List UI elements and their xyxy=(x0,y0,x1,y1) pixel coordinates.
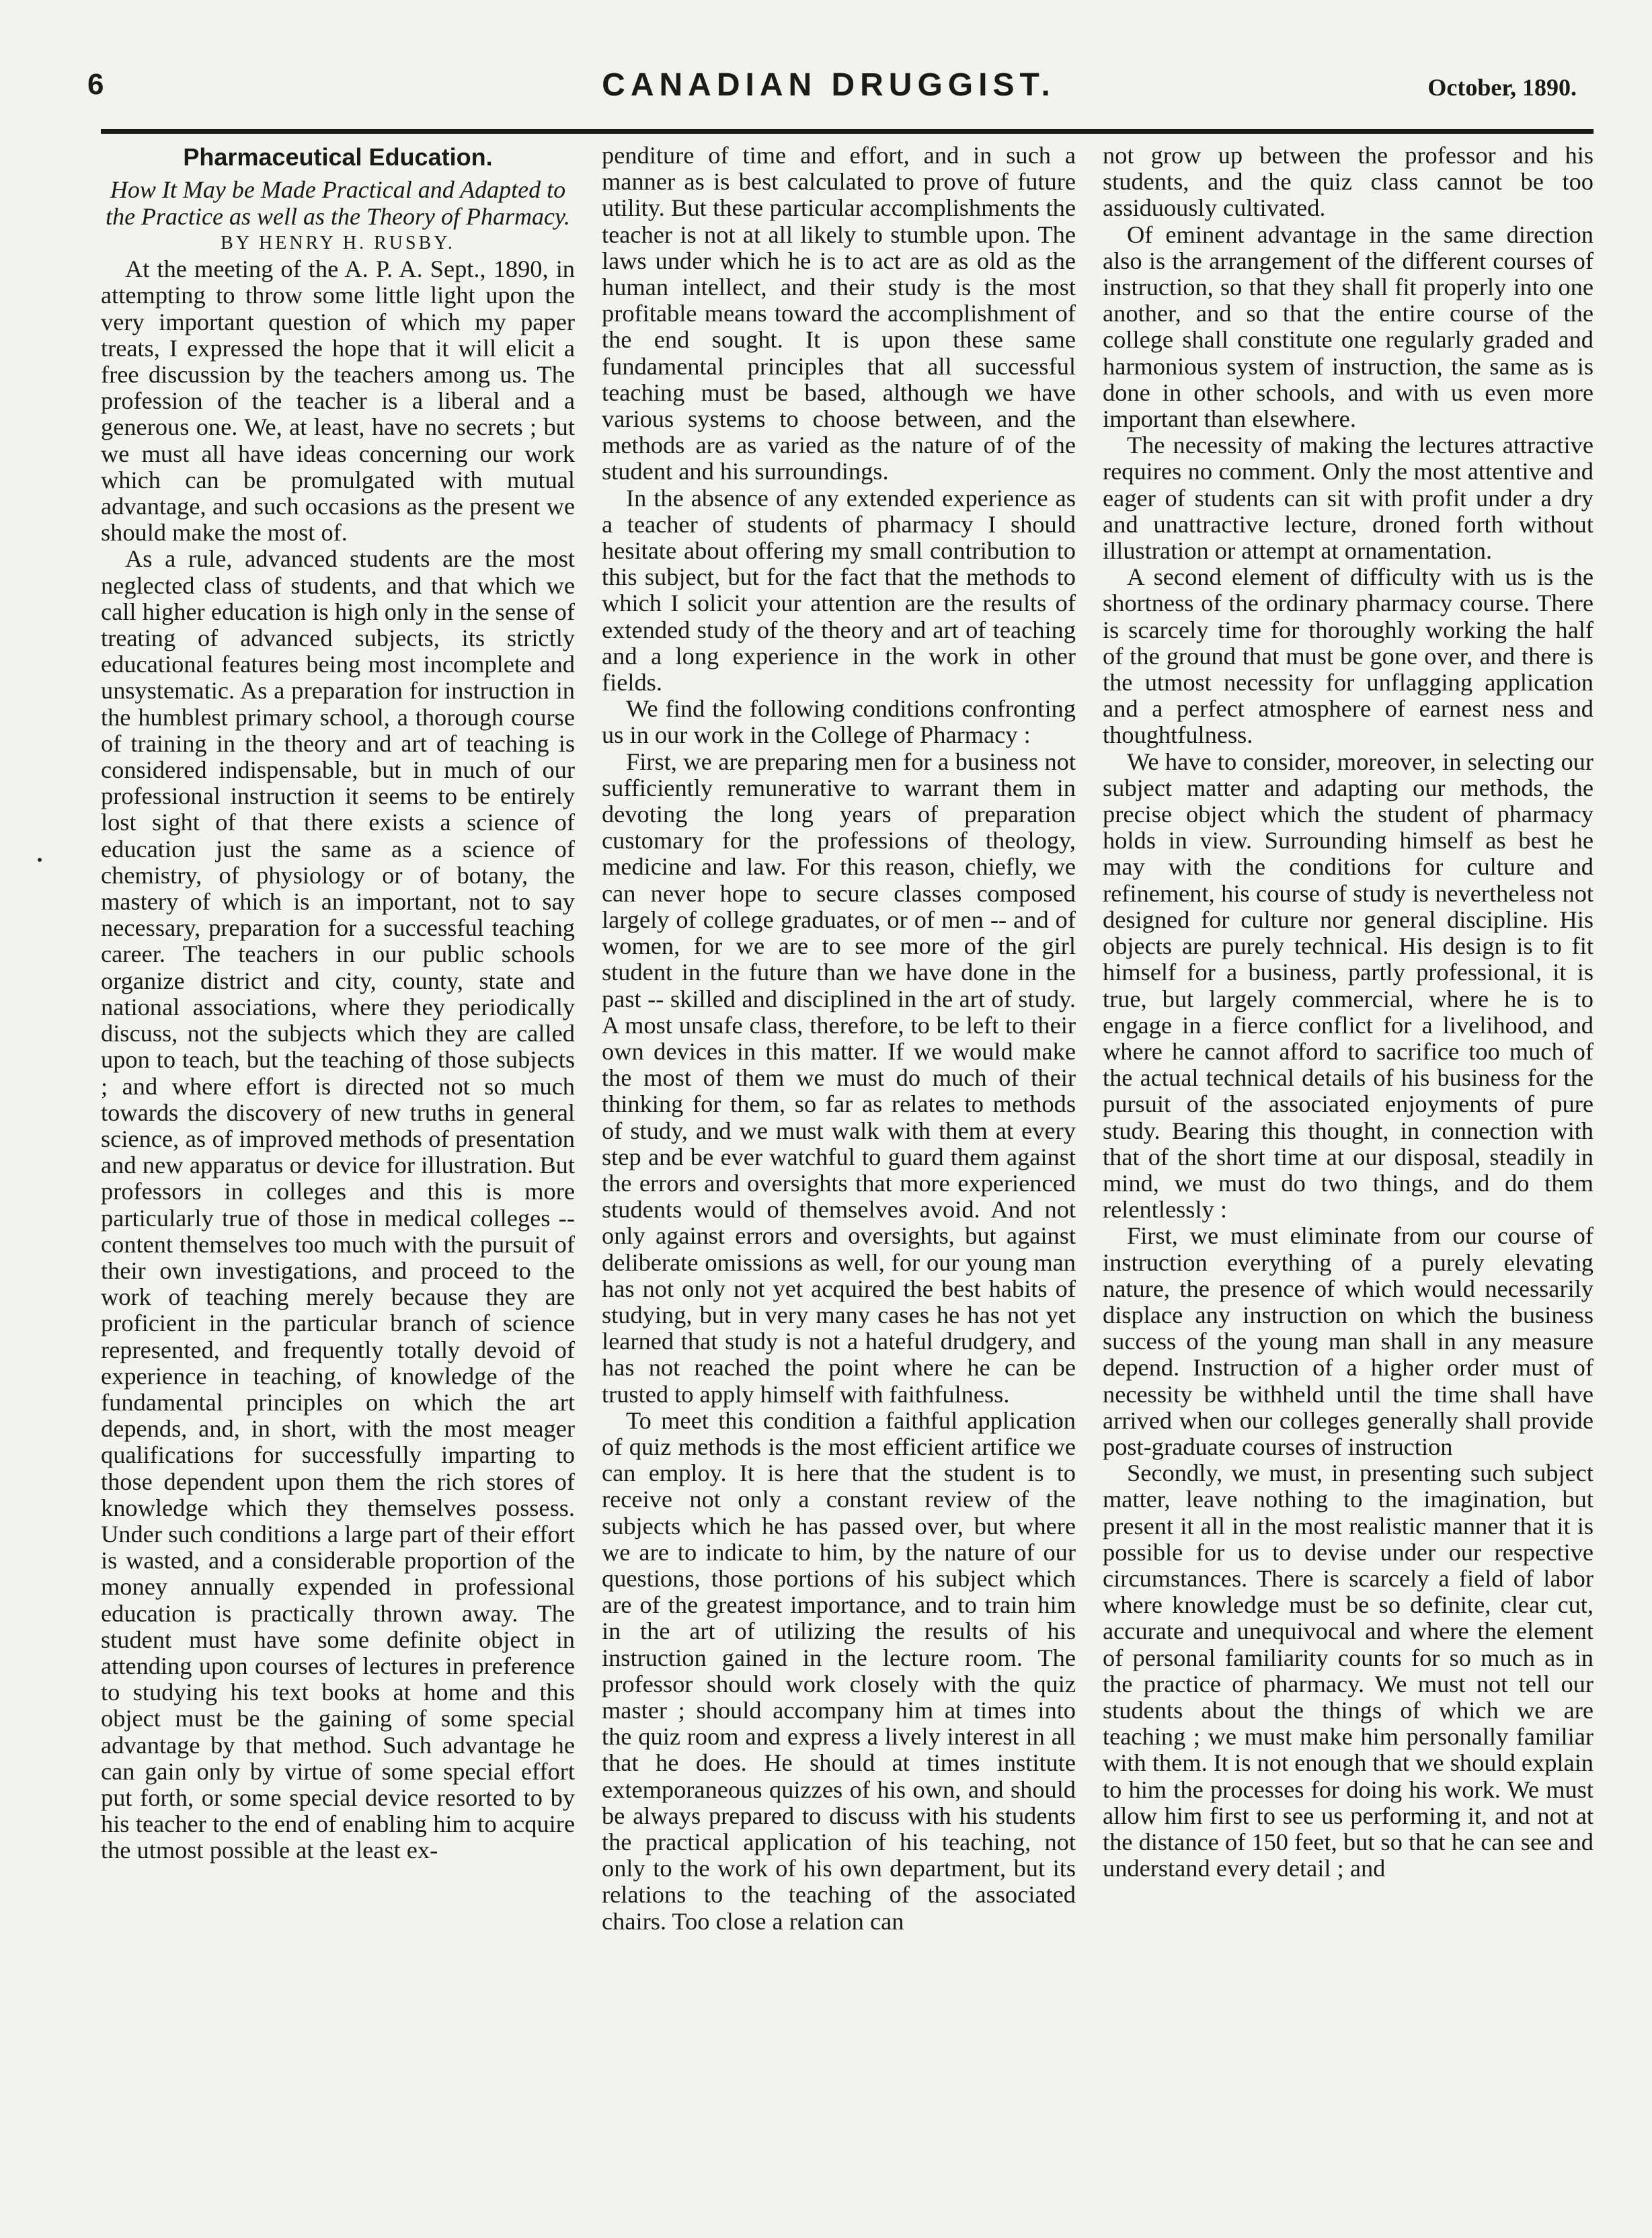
paragraph: We find the following conditions confronting us in our work in the College of Pharmacy : xyxy=(602,695,1076,749)
journal-title: CANADIAN DRUGGIST. xyxy=(602,67,1056,103)
paragraph: At the meeting of the A. P. A. Sept., 1890, in attempting to throw some little light upon the very important question of which my paper treats, I expressed the hope that it will elicit a free discussion by the teachers among us. The profession of the teacher is a liberal and a generous one. We, at least, have no secrets ; but we must all have ideas concerning our work which can be promulgated with mutual advantage, and such occasions as the present we should make the most of. xyxy=(101,255,575,547)
paragraph: We have to consider, moreover, in selecting our subject matter and adapting our methods, the precise object which the student of pharmacy holds in view. Surrounding himself as best he may with the conditions for culture and refinement, his course of study is nevertheless not designed for culture nor general discipline. His objects are purely technical. His design is to fit himself for a business, partly professional, it is true, but largely commercial, where he is to engage in a fierce conflict for a livelihood, and where he cannot afford to sacrifice too much of the actual technical details of his business for the pursuit of the associated enjoyments of pure study. Bearing this thought, in connection with that of the short time at our disposal, steadily in mind, we must do two things, and do them relentlessly : xyxy=(1103,748,1594,1224)
paragraph: The necessity of making the lectures attractive requires no comment. Only the most attentive and eager of students can sit with profit under a dry and unattractive lecture, droned forth without illustration or attempt at ornamentation. xyxy=(1103,432,1594,565)
page-header xyxy=(81,64,1577,111)
paragraph: As a rule, advanced students are the most neglected class of students, and that which we call higher education is high only in the sense of treating of advanced subjects, its strictly educational features being most incomplete and unsystematic. As a preparation for instruction in the humblest primary school, a thorough course of training in the theory and art of teaching is considered indispensable, but in much of our professional instruction it seems to be entirely lost sight of that there exists a science of education just the same as a science of chemistry, of physiology or of botany, the mastery of which is an important, not to say necessary, preparation for a successful teaching career. The teachers in our public schools organize district and city, county, state and national associations, where they periodically discuss, not the subjects which they are called upon to teach, but the teaching of those subjects ; and where effort is directed not so much towards the discovery of new truths in general science, as of improved methods of presentation and new apparatus or device for illustration. But professors in colleges and this is more particularly true of those in medical colleges --content themselves too much with the pursuit of their own investigations, and proceed to the work of teaching merely because they are proficient in the particular branch of science represented, and frequently totally devoid of experience in teaching, of knowledge of the fundamental principles on which the art depends, and, in short, with the most meager qualifications for successfully imparting to those dependent upon them the rich stores of knowledge which they themselves possess. Under such conditions a large part of their effort is wasted, and a considerable proportion of the money annually expended in professional education is practically thrown away. The student must have some definite object in attending upon courses of lectures in preference to studying his text books at home and this object must be the gaining of some special advantage by that method. Such advantage he can gain only by virtue of some special effort put forth, or some special device resorted to by his teacher to the end of enabling him to acquire the utmost possible at the least ex- xyxy=(101,545,575,1864)
paragraph: not grow up between the professor and his students, and the quiz class cannot be too assiduously cultivated. xyxy=(1103,143,1594,222)
paragraph: A second element of difficulty with us is the shortness of the ordinary pharmacy course. There is scarcely time for thoroughly working the half of the ground that must be gone over, and there is the utmost necessity for unflagging application and a perfect atmosphere of earnest ness and thoughtfulness. xyxy=(1103,563,1594,749)
paragraph: First, we are preparing men for a business not sufficiently remunerative to warrant them in devoting the long years of preparation customary for the professions of theology, medicine and law. For this reason, chiefly, we can never hope to secure classes composed largely of college graduates, or of men -- and of women, for we are to see more of the girl student in the future than we have done in the past -- skilled and disciplined in the art of study. A most unsafe class, therefore, to be left to their own devices in this matter. If we would make the most of them we must do much of their thinking for them, so far as relates to methods of study, and we must walk with them at every step and be ever watchful to guard them against the errors and oversights that more experienced students would of themselves avoid. And not only against errors and oversights, but against deliberate omissions as well, for our young man has not only not yet acquired the best habits of studying, but in very many cases he has not yet learned that study is not a hateful drudgery, and has not reached the point where he can be trusted to apply himself with faithfulness. xyxy=(602,748,1076,1408)
page-number: 6 xyxy=(87,68,104,101)
article-title: Pharmaceutical Education. xyxy=(183,143,493,171)
article-subtitle: How It May be Made Practical and Adapted to the Practice as well as the Theory of Pharmacy. xyxy=(106,176,570,230)
paragraph: penditure of time and effort, and in such a manner as is best calculated to prove of future utility. But these particular accomplishments the teacher is not at all likely to stumble upon. The laws under which he is to act are as old as the human intellect, and their study is the most profitable means toward the accomplishment of the end sought. It is upon these same fundamental principles that all successful teaching must be based, although we have various systems to choose between, and the methods are as varied as the nature of of the student and his surroundings. xyxy=(602,143,1076,485)
article-byline: BY HENRY H. RUSBY. xyxy=(221,233,455,253)
paragraph: In the absence of any extended experience as a teacher of students of pharmacy I should hesitate about offering my small contribution to this subject, but for the fact that the methods to which I solicit your attention are the results of extended study of the theory and art of teaching and a long experience in the work in other fields. xyxy=(602,484,1076,696)
column-1 xyxy=(101,143,575,2211)
paragraph: Secondly, we must, in presenting such subject matter, leave nothing to the imagination, but present it all in the most realistic manner that it is possible for us to devise under our respective circumstances. There is scarcely a field of labor where knowledge must be so definite, clear cut, accurate and unequivocal and where the element of personal familiarity counts for so much as in the practice of pharmacy. We must not tell our students about the things of which we are teaching ; we must make him personally familiar with them. It is not enough that we should explain to him the processes for doing his work. We must allow him first to see us performing it, and not at the distance of 150 feet, but so that he can see and understand every detail ; and xyxy=(1103,1460,1594,1882)
column-3 xyxy=(1103,143,1594,2211)
paragraph: To meet this condition a faithful application of quiz methods is the most efficient artifice we can employ. It is here that the student is to receive not only a constant review of the subjects which he has passed over, but where we are to indicate to him, by the nature of our questions, those portions of his subject which are of the greatest importance, and to train him in the art of utilizing the results of his instruction gained in the lecture room. The professor should work closely with the quiz master ; should accompany him at times into the quiz room and express a lively interest in all that he does. He should at times institute extemporaneous quizzes of his own, and should be always prepared to discuss with his students the practical application of his teaching, not only to the work of his own department, but its relations to the teaching of the associated chairs. Too close a relation can xyxy=(602,1406,1076,1935)
paragraph: First, we must eliminate from our course of instruction everything of a purely elevating nature, the presence of which would necessarily displace any instruction on which the business success of the young man shall in any measure depend. Instruction of a higher order must of necessity be withheld until the time shall have arrived when our colleges generally shall provide post-graduate courses of instruction xyxy=(1103,1222,1594,1460)
header-rule xyxy=(101,129,1594,134)
paragraph: Of eminent advantage in the same direction also is the arrangement of the different courses of instruction, so that they shall fit properly into one another, and so that the entire course of the college shall constitute one regularly graded and harmonious system of instruction, the same as is done in other schools, and with us even more important than elsewhere. xyxy=(1103,221,1594,433)
issue-date: October, 1890. xyxy=(1427,74,1577,101)
print-speck xyxy=(38,858,42,862)
column-2 xyxy=(602,143,1076,2211)
